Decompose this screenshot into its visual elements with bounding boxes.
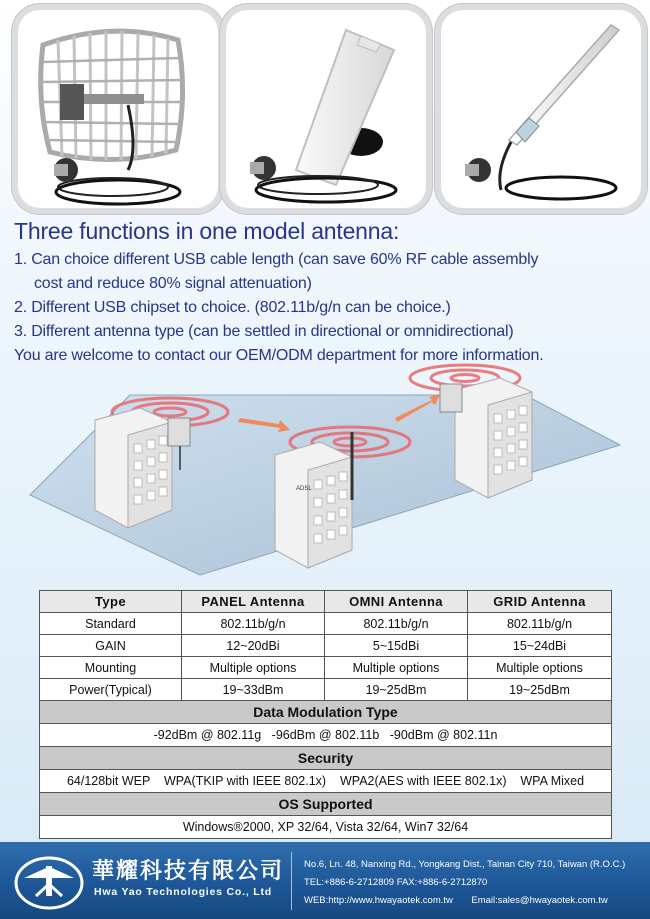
panel-antenna-illustration — [226, 10, 426, 208]
table-row — [40, 613, 612, 635]
row-label: Standard — [40, 613, 182, 635]
intro-section — [14, 218, 644, 368]
os-value: Windows®2000, XP 32/64, Vista 32/64, Win7 32/64 — [40, 816, 612, 839]
cell: 802.11b/g/n — [182, 613, 325, 635]
row-label: Mounting — [40, 657, 182, 679]
table-row — [40, 635, 612, 657]
table-row — [40, 679, 612, 701]
omni-antenna-photo — [441, 10, 641, 208]
grid-antenna-illustration — [18, 10, 218, 208]
network-scene-illustration — [0, 360, 650, 585]
footer-band — [0, 842, 650, 919]
feature-cable-length-cont: cost and reduce 80% signal attenuation) — [34, 275, 312, 292]
header-omni: OMNI Antenna — [325, 591, 468, 613]
table-row — [40, 657, 612, 679]
cell: 802.11b/g/n — [325, 613, 468, 635]
cell: Multiple options — [468, 657, 612, 679]
cell: 15~24dBi — [468, 635, 612, 657]
company-phone-fax: TEL:+886-6-2712809 FAX:+886-6-2712870 — [304, 877, 488, 888]
cell: Multiple options — [182, 657, 325, 679]
feature-antenna-type: 3. Different antenna type (can be settled in directional or omnidirectional) — [14, 323, 514, 340]
row-label: Power(Typical) — [40, 679, 182, 701]
security-title: Security — [40, 747, 612, 770]
omni-antenna-illustration — [441, 10, 641, 208]
feature-cable-length: 1. Can choice different USB cable length (can save 60% RF cable assembly — [14, 251, 539, 268]
panel-antenna-photo — [226, 10, 426, 208]
company-logo — [14, 856, 84, 910]
intro-heading: Three functions in one model antenna: — [14, 218, 400, 244]
feature-chipset: 2. Different USB chipset to choice. (802.11b/g/n can be choice.) — [14, 299, 451, 316]
building-center — [275, 432, 352, 568]
security-value: 64/128bit WEP WPA(TKIP with IEEE 802.1x) WPA2(AES with IEEE 802.1x) WPA Mixed — [40, 770, 612, 793]
cell: 19~25dBm — [325, 679, 468, 701]
footer-divider — [291, 852, 292, 910]
cell: 19~33dBm — [182, 679, 325, 701]
grid-antenna-photo — [18, 10, 218, 208]
cell: 12~20dBi — [182, 635, 325, 657]
company-address: No.6, Ln. 48, Nanxing Rd., Yongkang Dist., Tainan City 710, Taiwan (R.O.C.) — [304, 859, 626, 870]
cell: 5~15dBi — [325, 635, 468, 657]
table-header-row — [40, 591, 612, 613]
modulation-title: Data Modulation Type — [40, 701, 612, 724]
adsl-label: ADSL — [296, 486, 312, 492]
company-name-en: Hwa Yao Technologies Co., Ltd — [94, 886, 272, 898]
cell: 19~25dBm — [468, 679, 612, 701]
spec-table — [39, 590, 612, 839]
contact-note: You are welcome to contact our OEM/ODM department for more information. — [14, 347, 544, 364]
cell: 802.11b/g/n — [468, 613, 612, 635]
header-panel: PANEL Antenna — [182, 591, 325, 613]
modulation-value: -92dBm @ 802.11g -96dBm @ 802.11b -90dBm @ 802.11n — [40, 724, 612, 747]
company-name-cn: 華耀科技有限公司 — [92, 858, 285, 883]
header-grid: GRID Antenna — [468, 591, 612, 613]
header-type: Type — [40, 591, 182, 613]
row-label: GAIN — [40, 635, 182, 657]
os-title: OS Supported — [40, 793, 612, 816]
company-web-email: WEB:http://www.hwayaotek.com.tw Email:sales@hwayaotek.com.tw — [304, 895, 608, 906]
cell: Multiple options — [325, 657, 468, 679]
